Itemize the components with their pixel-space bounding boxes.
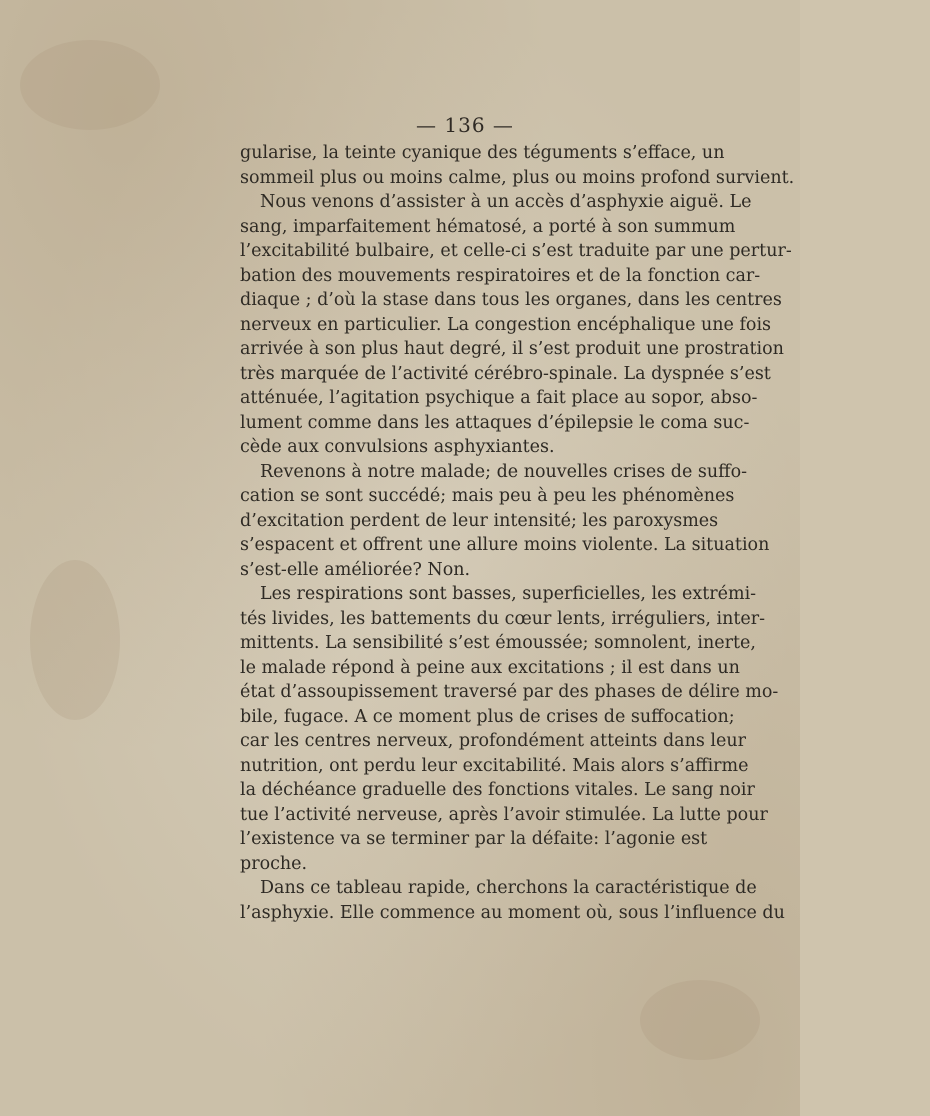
text-line: tés livides, les battements du cœur lents, irréguliers, inter- (240, 608, 766, 629)
text-line: car les centres nerveux, profondément atteints dans leur (240, 731, 746, 751)
text-line: s’est-elle améliorée? Non. (240, 559, 471, 580)
text-line: l’existence va se terminer par la défaite: l’agonie est (240, 829, 708, 849)
text-line: d’excitation perdent de leur intensité; les paroxysmes (240, 510, 719, 531)
text-line: bation des mouvements respiratoires et de la fonction car- (240, 265, 761, 286)
text-line: cède aux convulsions asphyxiantes. (240, 437, 555, 457)
text-line: diaque ; d’où la stase dans tous les organes, dans les centres (240, 290, 782, 310)
text-line: proche. (240, 853, 308, 874)
text-line: nutrition, ont perdu leur excitabilité. Mais alors s’affirme (240, 755, 749, 776)
paper-stain (30, 560, 120, 720)
body-text (240, 141, 795, 925)
text-line: lument comme dans les attaques d’épilepsie le coma suc- (240, 412, 750, 433)
text-line: s’espacent et offrent une allure moins violente. La situation (240, 535, 770, 555)
text-line: l’asphyxie. Elle commence au moment où, sous l’influence du (240, 902, 785, 923)
text-line: bile, fugace. A ce moment plus de crises de suffocation; (240, 706, 735, 727)
text-line: atténuée, l’agitation psychique a fait place au sopor, abso- (240, 388, 758, 408)
text-line: l’excitabilité bulbaire, et celle-ci s’est traduite par une pertur- (240, 241, 792, 261)
text-line: gularise, la teinte cyanique des téguments s’efface, un (240, 143, 725, 163)
text-line: cation se sont succédé; mais peu à peu les phénomènes (240, 486, 735, 506)
text-line: très marquée de l’activité cérébro-spinale. La dyspnée s’est (240, 363, 771, 384)
text-line: état d’assoupissement traversé par des phases de délire mo- (240, 682, 779, 702)
paper-stain (640, 980, 760, 1060)
text-line: arrivée à son plus haut degré, il s’est produit une prostration (240, 339, 784, 359)
page-number: — 136 — (416, 113, 514, 137)
text-line: Nous venons d’assister à un accès d’asphyxie aiguë. Le (260, 192, 752, 212)
text-line: le malade répond à peine aux excitations ; il est dans un (240, 657, 740, 678)
text-line: tue l’activité nerveuse, après l’avoir stimulée. La lutte pour (240, 804, 768, 825)
text-line: Revenons à notre malade; de nouvelles crises de suffo- (260, 461, 748, 482)
text-line: mittents. La sensibilité s’est émoussée; somnolent, inerte, (240, 633, 756, 653)
text-line: la déchéance graduelle des fonctions vitales. Le sang noir (240, 780, 755, 800)
text-line: Dans ce tableau rapide, cherchons la caractéristique de (260, 878, 757, 898)
text-line: nerveux en particulier. La congestion encéphalique une fois (240, 314, 772, 335)
text-line: sommeil plus ou moins calme, plus ou moins profond survient. (240, 167, 795, 188)
text-line: sang, imparfaitement hématosé, a porté à son summum (240, 216, 736, 237)
text-line: Les respirations sont basses, superficielles, les extrémi- (260, 584, 757, 604)
